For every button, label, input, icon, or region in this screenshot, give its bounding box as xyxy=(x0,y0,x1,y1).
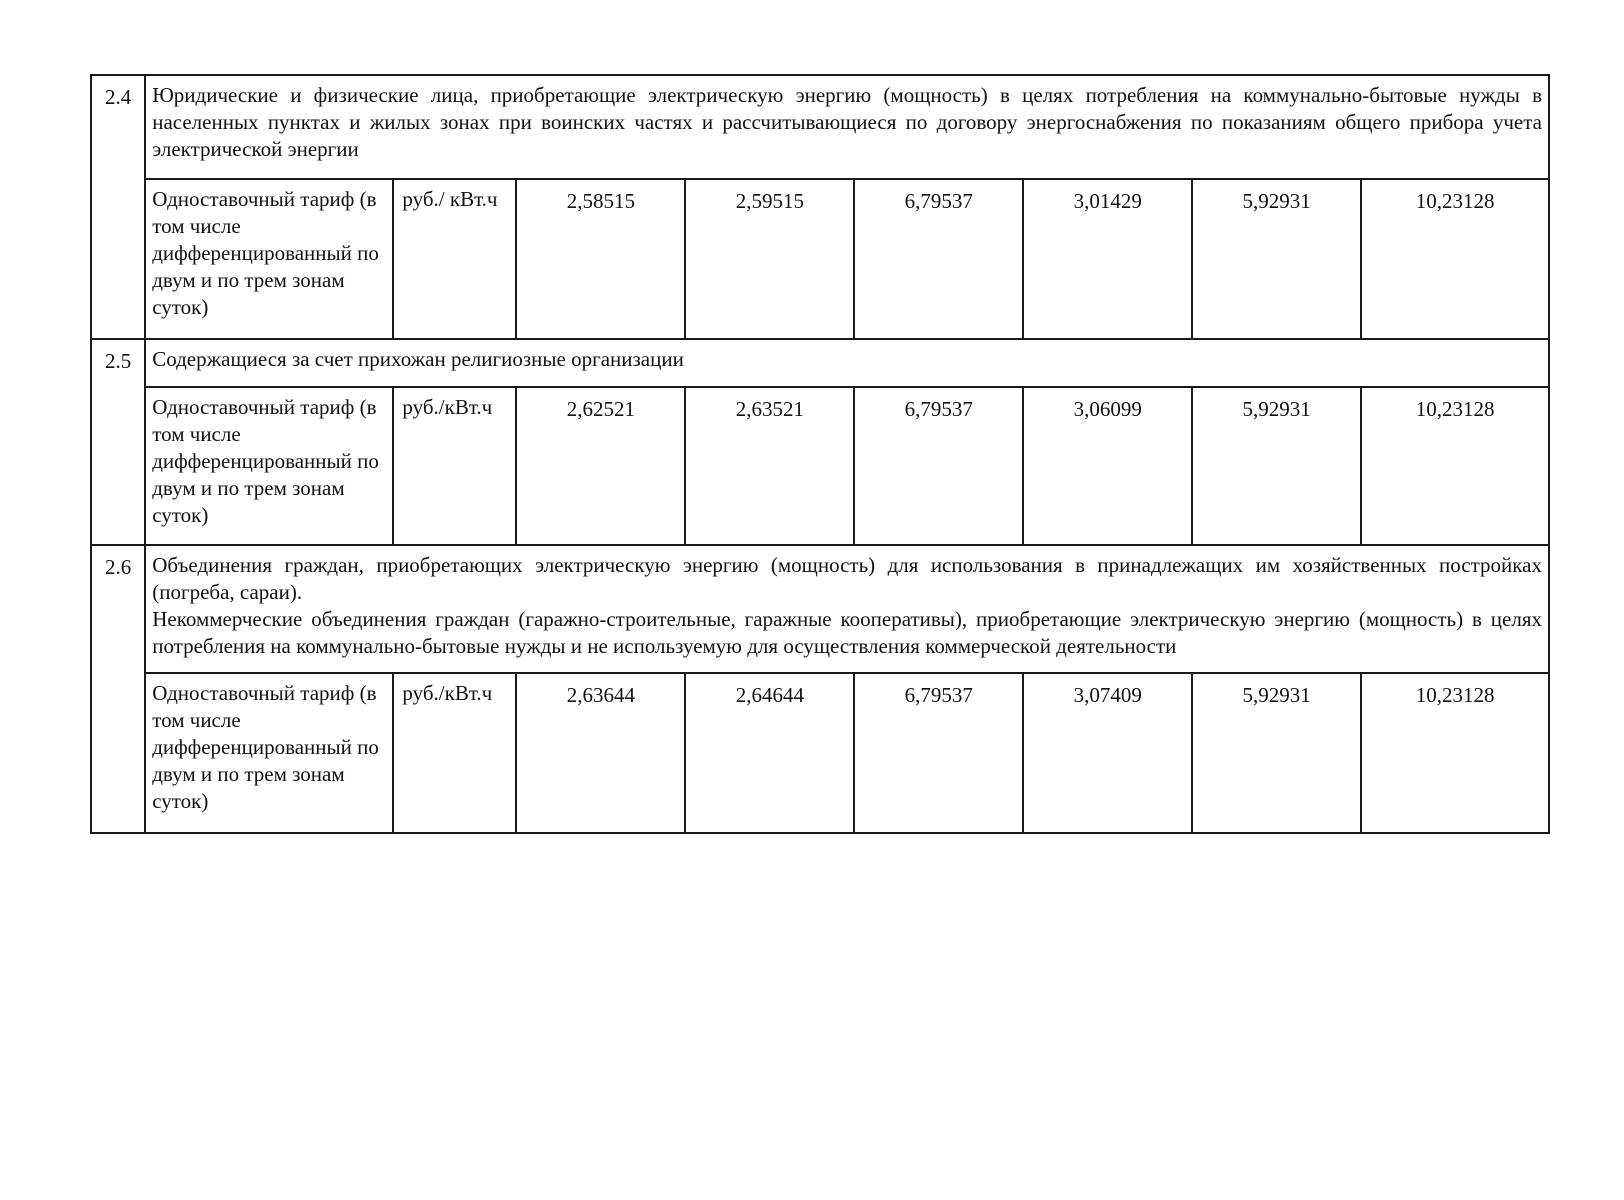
value-cell: 3,07409 xyxy=(1023,673,1192,833)
section-row xyxy=(91,339,1549,387)
unit-cell: руб./кВт.ч xyxy=(393,673,516,833)
value-cell: 6,79537 xyxy=(854,387,1023,545)
description-paragraph: Юридические и физические лица, приобретающие электрическую энергию (мощность) в целях потребления на коммунально-бытовые нужды в населенных пунктах и жилых зонах при воинских частях и рассчитывающиеся по договору энергоснабжения по показаниям общего прибора учета электрической энергии xyxy=(152,83,1542,161)
tariff-row xyxy=(91,673,1549,833)
value-cell: 5,92931 xyxy=(1192,673,1361,833)
value-cell: 2,62521 xyxy=(516,387,685,545)
section-row xyxy=(91,75,1549,179)
description-paragraph: Содержащиеся за счет прихожан религиозные организации xyxy=(152,347,684,371)
section-number: 2.5 xyxy=(91,339,145,545)
value-cell: 2,63644 xyxy=(516,673,685,833)
tariff-label: Одноставочный тариф (в том числе дифференцированный по двум и по трем зонам суток) xyxy=(145,673,393,833)
section-description xyxy=(145,545,1549,673)
value-cell: 10,23128 xyxy=(1361,673,1549,833)
value-cell: 2,58515 xyxy=(516,179,685,339)
value-cell: 10,23128 xyxy=(1361,179,1549,339)
tariff-table xyxy=(90,74,1550,834)
tariff-label: Одноставочный тариф (в том числе дифференцированный по двум и по трем зонам суток) xyxy=(145,179,393,339)
section-row xyxy=(91,545,1549,673)
description-paragraph: Объединения граждан, приобретающих электрическую энергию (мощность) для использования в принадлежащих им хозяйственных постройках (погреба, сараи). xyxy=(152,553,1542,604)
section-number: 2.4 xyxy=(91,75,145,339)
value-cell: 2,63521 xyxy=(685,387,854,545)
value-cell: 6,79537 xyxy=(854,673,1023,833)
value-cell: 2,59515 xyxy=(685,179,854,339)
value-cell: 6,79537 xyxy=(854,179,1023,339)
value-cell: 5,92931 xyxy=(1192,179,1361,339)
tariff-label: Одноставочный тариф (в том числе дифференцированный по двум и по трем зонам суток) xyxy=(145,387,393,545)
value-cell: 5,92931 xyxy=(1192,387,1361,545)
section-number: 2.6 xyxy=(91,545,145,833)
unit-cell: руб./кВт.ч xyxy=(393,387,516,545)
description-paragraph: Некоммерческие объединения граждан (гаражно-строительные, гаражные кооперативы), приобретающие электрическую энергию (мощность) в целях потребления на коммунально-бытовые нужды и не используемую для осуществления коммерческой деятельности xyxy=(152,607,1542,658)
value-cell: 3,06099 xyxy=(1023,387,1192,545)
tariff-row xyxy=(91,387,1549,545)
value-cell: 10,23128 xyxy=(1361,387,1549,545)
value-cell: 2,64644 xyxy=(685,673,854,833)
section-description xyxy=(145,75,1549,179)
tariff-row xyxy=(91,179,1549,339)
unit-cell: руб./ кВт.ч xyxy=(393,179,516,339)
value-cell: 3,01429 xyxy=(1023,179,1192,339)
section-description xyxy=(145,339,1549,387)
